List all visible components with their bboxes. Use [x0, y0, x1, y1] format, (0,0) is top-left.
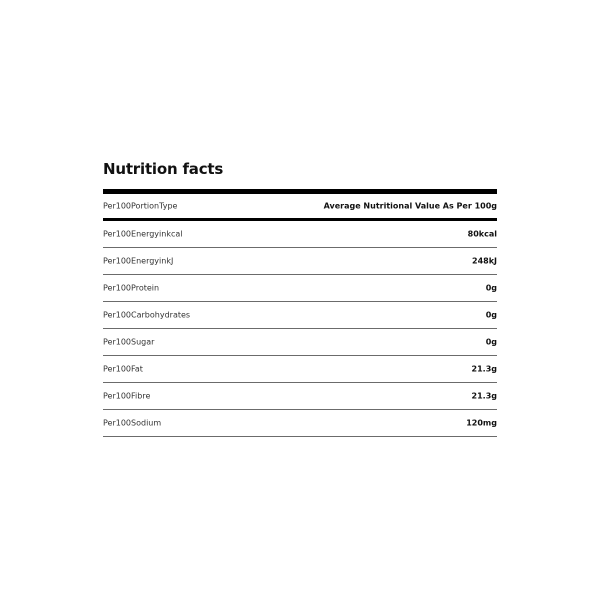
portion-type-value: Average Nutritional Value As Per 100g — [323, 201, 497, 211]
row-label: Per100Energyinkcal — [103, 229, 183, 239]
row-label: Per100Fibre — [103, 391, 151, 401]
row-value: 0g — [485, 283, 497, 293]
row-label: Per100Sugar — [103, 337, 155, 347]
row-label: Per100Protein — [103, 283, 160, 293]
table-row-energy-kcal — [103, 221, 497, 248]
row-value: 80kcal — [467, 229, 497, 239]
table-header-row — [103, 194, 497, 221]
row-value: 120mg — [466, 418, 497, 428]
row-value: 0g — [485, 337, 497, 347]
table-row-protein — [103, 275, 497, 302]
nutrition-table — [103, 194, 497, 437]
row-value: 248kJ — [472, 256, 497, 266]
table-row-sodium — [103, 410, 497, 437]
portion-type-label: Per100PortionType — [103, 201, 178, 211]
table-row-sugar — [103, 329, 497, 356]
row-value: 21.3g — [471, 364, 497, 374]
row-value: 0g — [485, 310, 497, 320]
row-label: Per100Sodium — [103, 418, 162, 428]
table-row-carbohydrates — [103, 302, 497, 329]
nutrition-facts-title: Nutrition facts — [103, 160, 224, 178]
row-label: Per100Carbohydrates — [103, 310, 191, 320]
table-row-energy-kj — [103, 248, 497, 275]
table-row-fat — [103, 356, 497, 383]
row-label: Per100Fat — [103, 364, 143, 374]
table-row-fibre — [103, 383, 497, 410]
row-value: 21.3g — [471, 391, 497, 401]
row-label: Per100EnergyinkJ — [103, 256, 174, 266]
